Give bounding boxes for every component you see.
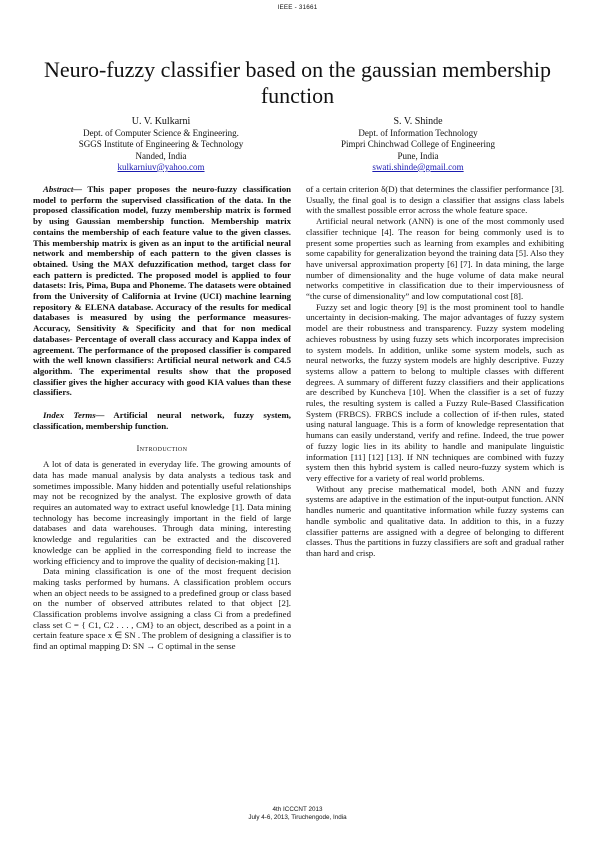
left-column [33, 184, 291, 652]
author-institution: SGGS Institute of Engineering & Technology [78, 139, 244, 150]
author-dept: Dept. of Information Technology [358, 128, 478, 139]
author-name: S. V. Shinde [393, 116, 443, 127]
paragraph: Data mining classification is one of the most frequent decision making tasks performed by humans. A classification problem occurs when an object needs to be assigned to a predefined group or class based on the number of observed attributes related to that object [2]. Classification problems involve assigning a class Ci from a predefined class set C = { C1, C2 . . . , CM} to an object, described as a point in a certain feature space x ∈ SN . The problem of designing a classifier is to find an optimal mapping D: SN → C optimal in the sense [33, 566, 291, 652]
paragraph: A lot of data is generated in everyday life. The growing amounts of data has made manual analysis by data analysts a tedious task and sometimes impossible. Many hidden and potentially useful relationships may not be recognized by the analyst. The explosive growth of data requires an automated way to extract useful knowledge [1]. Data mining technology has become increasingly important in the field of large databases and data warehouses. Through data mining, interesting knowledge and regularities can be extracted and the discovered knowledge can be applied in the corresponding field to increase the working efficiency and to improve the quality of decision-making [1]. [33, 459, 291, 566]
right-column [306, 184, 564, 559]
author-email-link[interactable]: swati.shinde@gmail.com [372, 161, 464, 172]
author-location: Nanded, India [135, 150, 187, 161]
section-heading: Introduction [136, 444, 188, 454]
author-institution: Pimpri Chinchwad College of Engineering [341, 139, 495, 150]
author-location: Pune, India [397, 150, 439, 161]
running-header: IEEE - 31661 [277, 4, 318, 11]
author-block-2 [313, 116, 523, 173]
author-name: U. V. Kulkarni [131, 116, 191, 127]
abstract [33, 184, 291, 398]
page-footer [0, 806, 595, 821]
footer-conference: 4th ICCCNT 2013 [272, 806, 323, 813]
paragraph: Fuzzy set and logic theory [9] is the most prominent tool to handle uncertainty in decision-making. The major advantages of fuzzy system model are their robustness and transparency. Fuzzy system modeling achieves robustness by using fuzzy sets which incorporates imprecision to system models. In addition, unlike some system models, such as neural networks, the fuzzy system models are highly descriptive. Fuzzy systems allow a pattern to belong to multiple classes with different degrees. A summary of different fuzzy classifiers and their applications are described by Kuncheva [10]. When the classifier is a set of fuzzy rules, the resulting system is called a Fuzzy Rule-Based Classification System (FRBCS). FRBCS include a collection of if-then rules, stated using natural language. This is a form of knowledge representation that humans can easily understand, verify and refine. Indeed, the true power of fuzzy logic lies in its ability to handle and manipulate linguistic information [11] [12] [13]. If NN techniques are combined with fuzzy system then this hybrid system is called neuro-fuzzy system which is very effective for a variety of real world problems. [306, 301, 564, 483]
paragraph: Without any precise mathematical model, both ANN and fuzzy systems are adaptive in the estimation of the input-output function. ANN handles numeric and quantitative information while fuzzy systems can handle symbolic and qualitative data. In addition to this, in a fuzzy classifier patterns are assigned with a degree of belonging to different classes. Thus the partitions in fuzzy classifiers are soft and gradual rather than hard and crisp. [306, 483, 564, 558]
author-block-1 [56, 116, 266, 173]
paragraph: Artificial neural network (ANN) is one of the most commonly used classifier technique [4]. The reason for being commonly used is to present some properties such as learning from examples and exhibiting some capability for generalization beyond the training data [5]. Also they have universal approximation property [6] [7]. In data mining, the large number of dimensionality and the huge volume of data make neural networks competitive in classification due to their imperviousness of “the curse of dimensionality” and low computational cost [8]. [306, 216, 564, 302]
author-email-link[interactable]: kulkarniuv@yahoo.com [117, 161, 205, 172]
paragraph: of a certain criterion δ(D) that determines the classifier performance [3]. Usually, the final goal is to design a classifier that assigns class labels with the smallest possible error across the whole feature space. [306, 184, 564, 216]
abstract-body: This paper proposes the neuro-fuzzy classification model to perform the supervised classification of the data. In the proposed classification model, fuzzy membership matrix is formed by using Gaussian membership function. Membership matrix contains the membership of each feature value to the given classes. This membership matrix is given as an input to the artificial neural network and membership of each pattern to the given classes is obtained. Using the MAX defuzzification method, target class for each pattern is predicted. The proposed model is applied to four datasets: Iris, Pima, Bupa and Phoneme. The datasets were obtained from the University of California at Irvine (UCI) machine learning repository & ELENA database. Accuracy of the results for medical databases is measured by using the performance measures- Accuracy, Sensitivity & Specificity and that for non medical databases- Percentage of overall class accuracy and Kappa index of agreement. The performance of the proposed classifier is compared with the well known classifiers: Artificial neural network and C4.5 algorithm. The experimental results show that the proposed classifier gives the higher accuracy with good KIA values than these classifiers. [33, 184, 291, 398]
index-terms-body: Artificial neural network, fuzzy system, classification, membership function. [33, 410, 291, 431]
footer-dates: July 4-6, 2013, Tiruchengode, India [248, 813, 347, 821]
index-terms [33, 410, 291, 431]
paper-title: Neuro-fuzzy classifier based on the gaussian membership function [43, 57, 552, 108]
index-terms-label: Index Terms— [43, 410, 105, 421]
author-dept: Dept. of Computer Science & Engineering. [83, 128, 239, 139]
abstract-label: Abstract— [43, 184, 83, 194]
